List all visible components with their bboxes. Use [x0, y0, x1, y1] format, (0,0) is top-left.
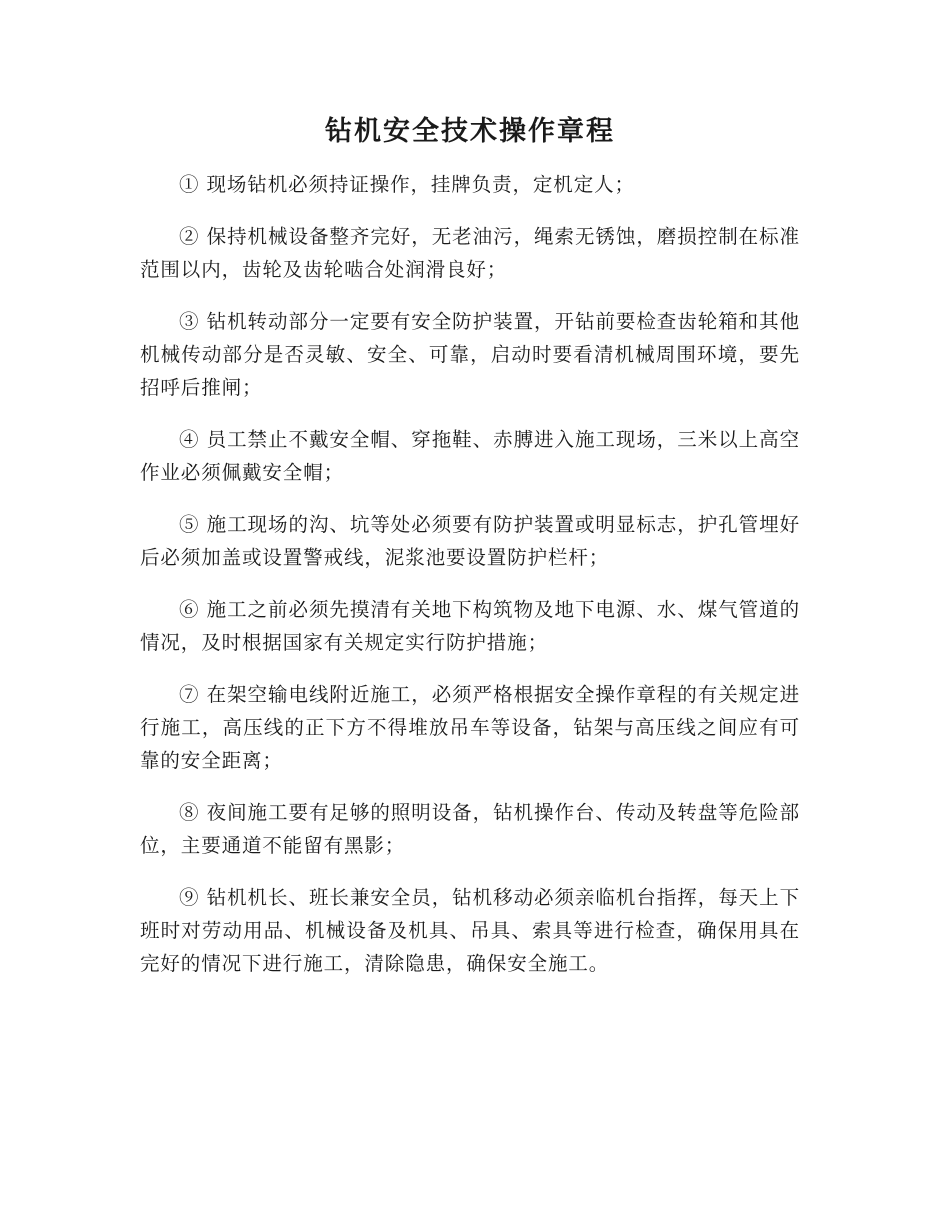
clause-5: ⑤ 施工现场的沟、坑等处必须要有防护装置或明显标志，护孔管埋好后必须加盖或设置警戒线，泥浆池要设置防护栏杆；	[140, 513, 800, 569]
clause-9: ⑨ 钻机机长、班长兼安全员，钻机移动必须亲临机台指挥，每天上下班时对劳动用品、机械设备及机具、吊具、索具等进行检查，确保用具在完好的情况下进行施工，清除隐患，确保安全施工。	[140, 886, 800, 975]
clause-2: ② 保持机械设备整齐完好，无老油污，绳索无锈蚀，磨损控制在标准范围以内，齿轮及齿轮啮合处润滑良好；	[140, 225, 800, 281]
clause-8: ⑧ 夜间施工要有足够的照明设备，钻机操作台、传动及转盘等危险部位，主要通道不能留有黑影；	[140, 801, 800, 857]
clause-4: ④ 员工禁止不戴安全帽、穿拖鞋、赤膊进入施工现场，三米以上高空作业必须佩戴安全帽；	[140, 428, 800, 484]
clause-3: ③ 钻机转动部分一定要有安全防护装置，开钻前要检查齿轮箱和其他机械传动部分是否灵敏、安全、可靠，启动时要看清机械周围环境，要先招呼后推闸；	[140, 310, 800, 399]
clause-7: ⑦ 在架空输电线附近施工，必须严格根据安全操作章程的有关规定进行施工，高压线的正下方不得堆放吊车等设备，钻架与高压线之间应有可靠的安全距离；	[140, 683, 800, 772]
document-title: 钻机安全技术操作章程	[325, 116, 615, 147]
clause-6: ⑥ 施工之前必须先摸清有关地下构筑物及地下电源、水、煤气管道的情况，及时根据国家有关规定实行防护措施；	[140, 598, 800, 654]
clause-1: ① 现场钻机必须持证操作，挂牌负责，定机定人；	[179, 173, 635, 196]
document-page	[140, 110, 800, 999]
